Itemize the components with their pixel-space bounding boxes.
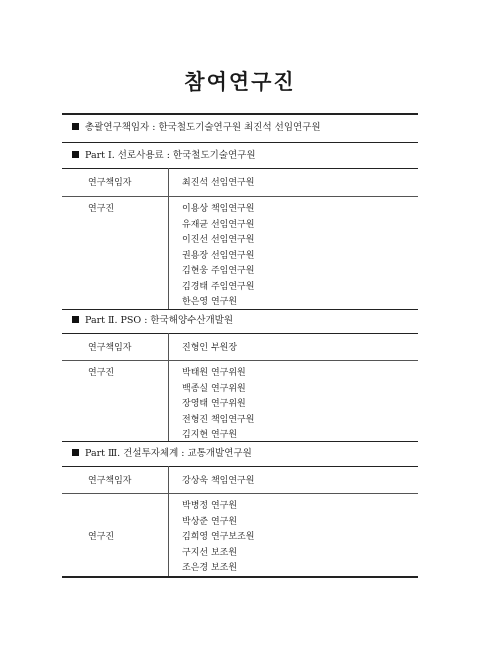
team-member: 김현웅 주임연구원	[182, 266, 255, 276]
section-bottom-rule	[62, 441, 418, 442]
team-member: 한은영 연구원	[182, 297, 238, 307]
lead-rule	[62, 493, 418, 494]
team-label: 연구진	[88, 204, 115, 214]
team-list	[182, 367, 254, 445]
section-heading-rule	[62, 333, 418, 334]
bullet-square-icon	[72, 151, 79, 158]
team-member: 김희영 연구보조원	[182, 532, 255, 542]
team-member: 김지현 연구원	[182, 430, 238, 440]
team-list	[182, 203, 254, 312]
team-member: 권용장 선임연구원	[182, 250, 255, 261]
top-rule	[62, 113, 418, 115]
team-member: 이용상 책임연구원	[182, 204, 255, 214]
section-heading	[72, 448, 252, 460]
team-member: 구지선 보조원	[182, 547, 238, 558]
section-heading-rule	[62, 168, 418, 169]
section-heading	[72, 315, 233, 327]
team-member: 박태원 연구위원	[182, 368, 246, 378]
lead-rule	[62, 360, 418, 361]
head-bottom-rule	[62, 142, 418, 143]
column-divider	[168, 333, 169, 441]
lead-name: 강상욱 책임연구원	[182, 476, 255, 486]
column-divider	[168, 466, 169, 576]
team-member: 유재균 선임연구원	[182, 219, 255, 230]
head-line-text: 총괄연구책임자 : 한국철도기술연구원 최진석 선임연구원	[85, 122, 321, 133]
section-bottom-rule	[62, 309, 418, 310]
section-heading-text: Part Ⅱ. PSO : 한국해양수산개발원	[85, 315, 234, 326]
lead-rule	[62, 196, 418, 197]
bullet-square-icon	[72, 449, 79, 456]
team-label: 연구진	[88, 532, 115, 542]
section-heading-text: Part Ⅲ. 건설투자체계 : 교통개발연구원	[85, 448, 252, 459]
bullet-square-icon	[72, 123, 79, 130]
lead-label: 연구책임자	[88, 476, 132, 486]
section-heading-text: Part Ⅰ. 선로사용료 : 한국철도기술연구원	[85, 150, 256, 161]
bottom-rule	[62, 576, 418, 578]
column-divider	[168, 168, 169, 309]
lead-name: 최진석 선임연구원	[182, 178, 255, 188]
section-heading	[72, 150, 256, 162]
lead-label: 연구책임자	[88, 178, 132, 188]
team-member: 김경태 주임연구원	[182, 281, 255, 292]
team-member: 박상준 연구원	[182, 516, 238, 527]
lead-name: 진형인 부원장	[182, 343, 238, 353]
team-member: 조은경 보조원	[182, 563, 238, 573]
page-title: 참여연구진	[184, 69, 296, 94]
lead-label: 연구책임자	[88, 343, 132, 353]
team-member: 백종실 연구위원	[182, 383, 246, 394]
team-member: 박병정 연구원	[182, 501, 238, 511]
team-list	[182, 500, 254, 578]
head-line	[72, 122, 321, 134]
bullet-square-icon	[72, 316, 79, 323]
section-heading-rule	[62, 466, 418, 467]
team-member: 전형진 책임연구원	[182, 414, 255, 425]
team-member: 장영태 연구위원	[182, 399, 246, 409]
team-member: 이진선 선임연구원	[182, 235, 255, 245]
team-label: 연구진	[88, 368, 115, 378]
